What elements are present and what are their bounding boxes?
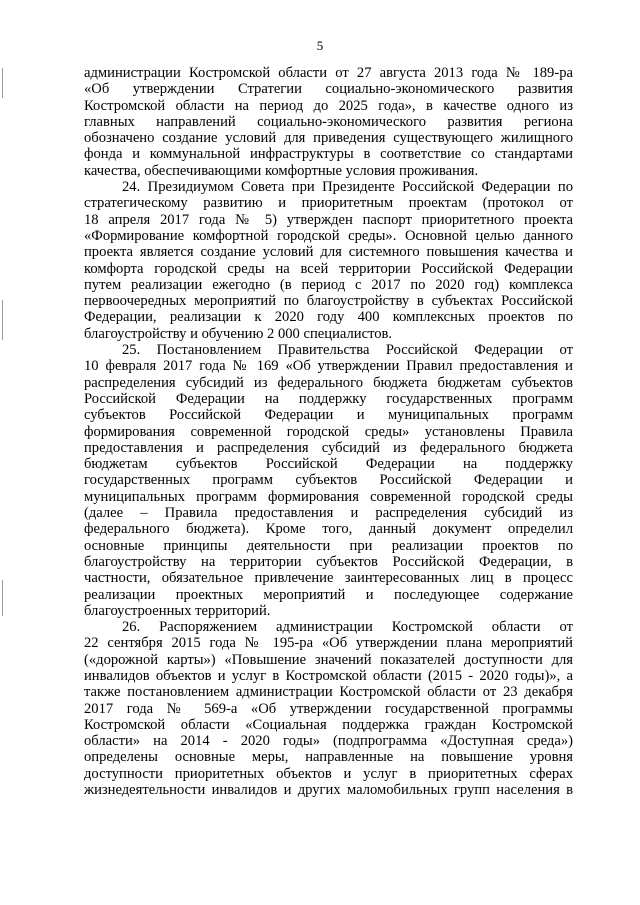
text-line: качества, обеспечивающими комфортные условия проживания. (84, 162, 479, 179)
text-line: благоустройству на территории субъектов Российской Федерации, в (84, 553, 573, 570)
text-line: фонда и коммунальной инфраструктуры в соответствие со стандартами (84, 146, 573, 163)
text-line: муниципальных программ формирования современной городской среды (84, 488, 573, 505)
scan-margin-mark (2, 68, 3, 98)
text-line: 2017 года № 569-а «Об утверждении государственной программы (84, 700, 573, 717)
paragraph-continuation (84, 65, 573, 179)
text-line: федерального бюджета). Кроме того, данный документ определил (84, 521, 573, 538)
page-number: 5 (316, 38, 324, 53)
text-line: 26. Распоряжением администрации Костромской области от (122, 619, 573, 636)
text-line: главных направлений социально-экономического развития региона (84, 113, 573, 130)
text-line: Костромской области «Социальная поддержка граждан Костромской (84, 716, 573, 733)
text-line: определены основные меры, направленные на повышение уровня (84, 749, 573, 766)
text-line: комфорта городской среды на всей территории Российской Федерации (84, 260, 573, 277)
text-line: администрации Костромской области от 27 августа 2013 года № 189-ра (84, 65, 573, 81)
text-line: обозначено создание условий для приведения существующего жилищного (84, 130, 573, 147)
paragraph-item-26 (84, 619, 573, 798)
text-line: благоустройству и обучению 2 000 специалистов. (84, 325, 393, 342)
text-line: стратегическому развитию и приоритетным проектам (протокол от (84, 195, 573, 212)
text-line: инвалидов объектов и услуг в Костромской области (2015 - 2020 годы)», а (84, 667, 573, 684)
text-line: основные принципы деятельности при реализации проектов по (84, 537, 573, 554)
document-body (84, 65, 573, 798)
text-line: благоустроенных территорий. (84, 602, 271, 619)
scan-margin-mark (2, 580, 3, 616)
text-line: области» на 2014 - 2020 годы» (подпрограмма «Доступная среда») (84, 733, 573, 750)
text-line: «Об утверждении Стратегии социально-экономического развития (84, 81, 573, 98)
text-line: 10 февраля 2017 года № 169 «Об утверждении Правил предоставления и (84, 358, 573, 375)
text-line: субъектов Российской Федерации и муниципальных программ (84, 407, 573, 424)
text-line: 24. Президиумом Совета при Президенте Российской Федерации по (122, 179, 573, 196)
text-line: 18 апреля 2017 года № 5) утвержден паспорт приоритетного проекта (84, 211, 573, 228)
text-line: первоочередных мероприятий по благоустройству в субъектах Российской (84, 293, 573, 310)
text-line: 25. Постановлением Правительства Российской Федерации от (122, 342, 573, 359)
paragraph-item-25 (84, 342, 573, 619)
text-line: частности, обязательное привлечение заинтересованных лиц в процесс (84, 570, 573, 587)
text-line: жизнедеятельности инвалидов и других маломобильных групп населения в (84, 782, 573, 799)
text-line: распределения субсидий из федерального бюджета бюджетам субъектов (84, 374, 573, 391)
text-line: «Формирование комфортной городской среды». Основной целью данного (84, 227, 573, 244)
text-line: (далее – Правила предоставления и распределения субсидий из (84, 505, 573, 522)
text-line: проекта является создание условий для системного повышения качества и (84, 244, 573, 261)
text-line: путем реализации ежегодно (в период с 2017 по 2020 год) комплекса (84, 276, 573, 293)
text-line: также постановлением администрации Костромской области от 23 декабря (84, 684, 573, 701)
scan-margin-mark (2, 300, 3, 340)
text-line: предоставления и распределения субсидий из федерального бюджета (84, 439, 573, 456)
text-line: Российской Федерации на поддержку государственных программ (84, 390, 573, 407)
text-line: формирования современной городской среды» установлены Правила (84, 423, 573, 440)
text-line: Федерации, реализации к 2020 году 400 комплексных проектов по (84, 309, 573, 326)
paragraph-item-24 (84, 179, 573, 342)
text-line: государственных программ субъектов Российской Федерации и (84, 472, 573, 489)
text-line: бюджетам субъектов Российской Федерации на поддержку (84, 456, 573, 473)
text-line: доступности приоритетных объектов и услуг в приоритетных сферах (84, 765, 573, 782)
text-line: 22 сентября 2015 года № 195-ра «Об утверждении плана мероприятий (84, 635, 573, 652)
text-line: Костромской области на период до 2025 года», в качестве одного из (84, 97, 573, 114)
text-line: реализации проектных мероприятий и последующее содержание (84, 586, 573, 603)
text-line: («дорожной карты») «Повышение значений показателей доступности для (84, 651, 573, 668)
